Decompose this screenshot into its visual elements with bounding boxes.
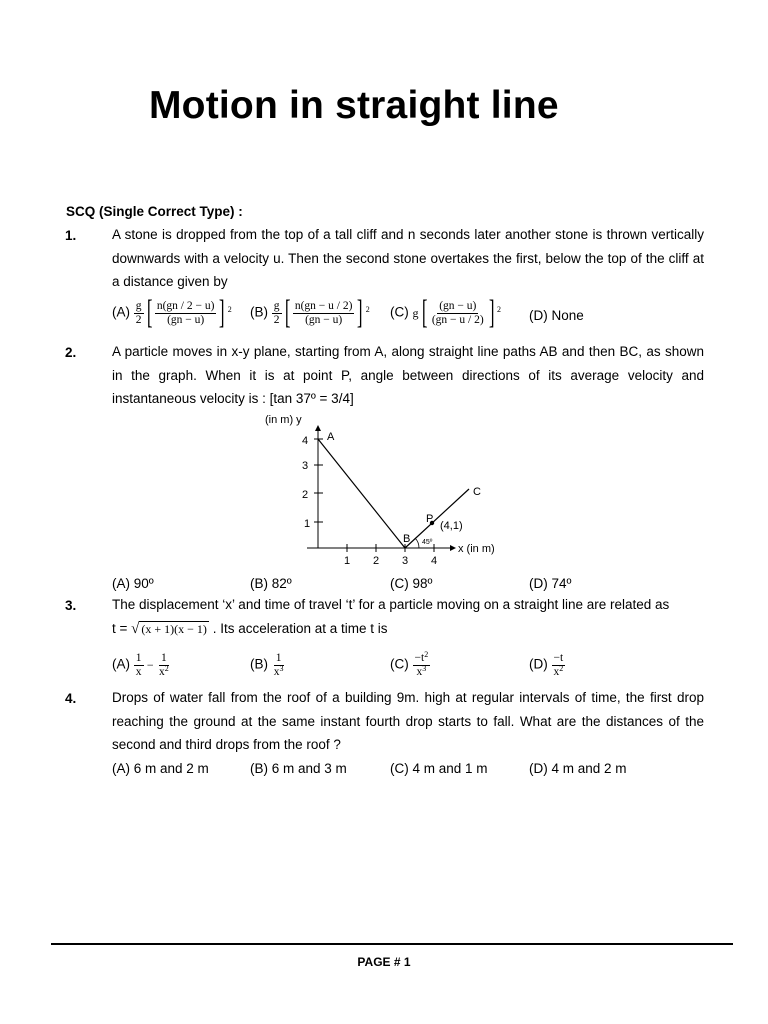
- question-2-number: 2.: [65, 345, 77, 360]
- q1-option-d[interactable]: (D) None: [529, 308, 584, 323]
- point-p-label: P: [426, 513, 434, 525]
- motion-graph: [255, 410, 515, 570]
- angle-arc: [415, 538, 419, 548]
- q4-option-b[interactable]: (B) 6 m and 3 m: [250, 761, 347, 776]
- q2-option-b[interactable]: (B) 82º: [250, 576, 292, 591]
- section-heading: SCQ (Single Correct Type) :: [66, 204, 243, 219]
- q3-option-b[interactable]: (B) $\frac{1}{x^3}$: [250, 652, 284, 678]
- x-tick-label-3: 3: [402, 555, 409, 567]
- y-tick-label-1: 1: [304, 518, 311, 530]
- x-axis-label: x (in m): [458, 543, 495, 555]
- point-b-label: B: [403, 533, 411, 545]
- angle-label: 45º: [422, 539, 433, 546]
- question-4-number: 4.: [65, 691, 77, 706]
- page-number: PAGE # 1: [357, 955, 411, 969]
- q1-option-c[interactable]: (C) g [ $\frac{(gn - u)}{(gn - u / 2)}$ ] $^2$: [390, 294, 502, 331]
- sqrt-icon: √: [131, 621, 140, 637]
- question-3-number: 3.: [65, 598, 77, 613]
- q3-option-d[interactable]: (D) $\frac{-t}{x^2}$: [529, 652, 564, 678]
- q3-option-c[interactable]: (C) $\frac{-t^2}{x^3}$: [390, 650, 429, 678]
- question-2-text: A particle moves in x-y plane, starting from A, along straight line paths AB and then BC, as shown in the graph. When it is at point P, angle between directions of its average velocity and instantaneous velocity is : [tan 37º = 3/4]: [112, 344, 704, 406]
- point-c-label: C: [473, 486, 481, 498]
- q1-option-b[interactable]: (B) $\frac{g}{2}$ [ $\frac{n(gn - u / 2)}{(gn - u)}$ ] $^2$: [250, 294, 370, 331]
- x-tick-label-2: 2: [373, 555, 380, 567]
- y-axis-label: (in m) y: [265, 414, 302, 426]
- q2-option-a[interactable]: (A) 90º: [112, 576, 154, 591]
- q4-option-c[interactable]: (C) 4 m and 1 m: [390, 761, 488, 776]
- question-3-formula: t = √ (x + 1)(x − 1) . Its acceleration at a time t is: [112, 621, 388, 637]
- path-bc: [405, 489, 469, 548]
- x-tick-label-4: 4: [431, 555, 438, 567]
- q3-option-a[interactable]: (A) $\frac{1}{x}$ − $\frac{1}{x^2}$: [112, 652, 169, 678]
- question-1-number: 1.: [65, 228, 77, 243]
- q4-option-a[interactable]: (A) 6 m and 2 m: [112, 761, 209, 776]
- y-tick-label-3: 3: [302, 460, 309, 472]
- question-1-text: A stone is dropped from the top of a tall cliff and n seconds later another stone is thrown vertically downwards with a velocity u. Then the second stone overtakes the first, below the top of the cliff at a distance given by: [112, 227, 704, 289]
- page-title: Motion in straight line: [149, 84, 559, 127]
- question-4-text: Drops of water fall from the roof of a building 9m. high at regular intervals of time, the first drop reaching the ground at the same instant fourth drop starts to fall. What are the distances of the second and third drops from the roof ?: [112, 690, 704, 752]
- question-3-text: The displacement ‘x’ and time of travel ‘t’ for a particle moving on a straight line are related as: [112, 597, 670, 612]
- point-p-coords: (4,1): [440, 520, 463, 532]
- q1-option-a[interactable]: (A) $\frac{g}{2}$ [ $\frac{n(gn / 2 - u)}{(gn - u)}$ ] $^2$: [112, 294, 232, 331]
- footer-divider: [51, 943, 733, 945]
- x-tick-label-1: 1: [344, 555, 351, 567]
- q2-option-d[interactable]: (D) 74º: [529, 576, 572, 591]
- q4-option-d[interactable]: (D) 4 m and 2 m: [529, 761, 627, 776]
- point-a-label: A: [327, 431, 335, 443]
- q2-option-c[interactable]: (C) 98º: [390, 576, 433, 591]
- path-ab: [318, 439, 405, 548]
- y-tick-label-2: 2: [302, 489, 309, 501]
- y-tick-label-4: 4: [302, 435, 309, 447]
